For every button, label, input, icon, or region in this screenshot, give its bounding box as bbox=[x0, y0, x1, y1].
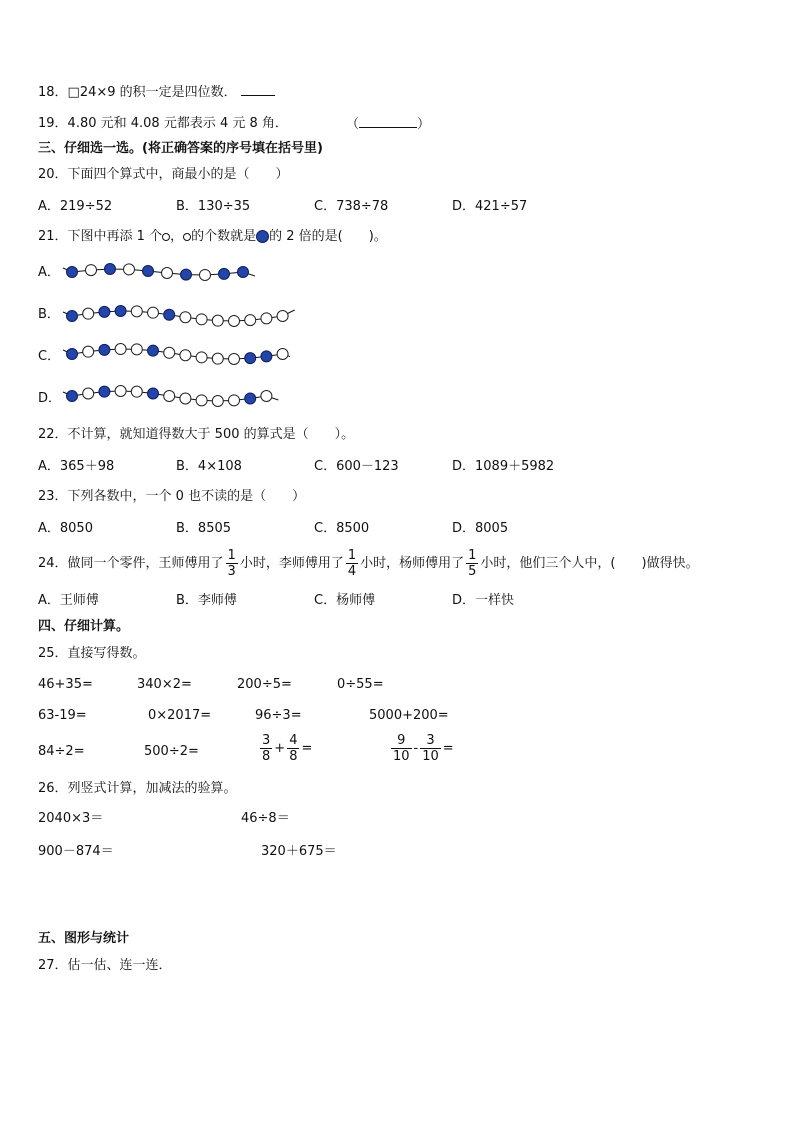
white-bead-icon bbox=[162, 233, 170, 241]
q21-text bbox=[38, 228, 387, 246]
white-bead bbox=[212, 353, 223, 364]
q25-frac-expr-a bbox=[258, 733, 312, 764]
q25-r3-c2: 500÷2= bbox=[144, 744, 199, 759]
q26-item-1: 2040×3＝ bbox=[38, 811, 104, 826]
q19 bbox=[38, 115, 288, 133]
white-bead bbox=[180, 312, 191, 323]
blue-bead bbox=[67, 391, 78, 402]
q25-r2-c3: 96÷3= bbox=[255, 708, 302, 723]
numerator: 1 bbox=[227, 548, 236, 563]
bead-string-a bbox=[60, 258, 260, 286]
white-bead bbox=[261, 313, 272, 324]
fraction bbox=[420, 733, 441, 764]
fraction-one-fourth bbox=[346, 548, 358, 579]
q24-text-c: 小时，杨师傅用了 bbox=[360, 556, 465, 571]
q19-text: 19．4.80 元和 4.08 元都表示 4 元 8 角． bbox=[38, 116, 288, 131]
denominator: 8 bbox=[289, 749, 298, 764]
white-bead bbox=[212, 315, 223, 326]
q24-text-b: 小时，李师傅用了 bbox=[239, 556, 344, 571]
q25-r1-c3: 200÷5= bbox=[237, 677, 292, 692]
fraction-one-third bbox=[226, 548, 238, 579]
q21-option-d[interactable]: D． bbox=[38, 391, 62, 406]
q21-option-c[interactable]: C． bbox=[38, 349, 61, 364]
bead-string-line bbox=[63, 310, 295, 321]
section4-title: 四、仔细计算。 bbox=[38, 619, 130, 634]
q25-frac-expr-b bbox=[389, 733, 454, 764]
q23-option-a[interactable]: A．8050 bbox=[38, 521, 93, 536]
q21-text-c: 的个数就是 bbox=[191, 229, 257, 244]
q20-option-d[interactable]: D．421÷57 bbox=[452, 199, 528, 214]
blue-bead bbox=[148, 345, 159, 356]
fraction bbox=[260, 733, 272, 764]
q24-text bbox=[38, 546, 699, 582]
white-bead bbox=[83, 388, 94, 399]
blue-bead bbox=[245, 353, 256, 364]
q24-option-a[interactable]: A．王师傅 bbox=[38, 593, 99, 608]
blue-bead bbox=[164, 309, 175, 320]
white-bead bbox=[164, 347, 175, 358]
q25-r1-c2: 340×2= bbox=[137, 677, 192, 692]
q21-option-a[interactable]: A． bbox=[38, 265, 60, 280]
q25-r1-c4: 0÷55= bbox=[337, 677, 384, 692]
blue-bead bbox=[105, 264, 116, 275]
q19-answer-blank[interactable] bbox=[359, 115, 417, 128]
q18 bbox=[38, 83, 275, 102]
q23-option-c[interactable]: C．8500 bbox=[314, 521, 370, 536]
fraction-one-fifth bbox=[466, 548, 478, 579]
q26-text: 26．列竖式计算，加减法的验算。 bbox=[38, 781, 237, 796]
white-bead bbox=[277, 349, 288, 360]
paren-open: （ bbox=[346, 117, 360, 132]
q26-item-4: 320＋675＝ bbox=[261, 844, 337, 859]
white-bead bbox=[229, 395, 240, 406]
q25-r2-c4: 5000+200= bbox=[369, 708, 449, 723]
operator: + bbox=[274, 741, 286, 756]
q22-text: 22．不计算，就知道得数大于 500 的算式是（ ）。 bbox=[38, 427, 355, 442]
numerator: 9 bbox=[391, 733, 412, 749]
white-bead bbox=[124, 264, 135, 275]
numerator: 1 bbox=[347, 548, 357, 563]
white-bead bbox=[277, 311, 288, 322]
section5-title: 五、图形与统计 bbox=[38, 931, 130, 946]
q22-option-b[interactable]: B．4×108 bbox=[176, 459, 242, 474]
q24-option-b[interactable]: B．李师傅 bbox=[176, 593, 237, 608]
q21-text-a: 21．下图中再添 1 个 bbox=[38, 229, 163, 244]
q25-r2-c1: 63-19= bbox=[38, 708, 87, 723]
white-bead bbox=[131, 344, 142, 355]
denominator: 10 bbox=[393, 749, 410, 764]
q20-option-a[interactable]: A．219÷52 bbox=[38, 199, 113, 214]
white-bead bbox=[245, 315, 256, 326]
blue-bead bbox=[67, 349, 78, 360]
blue-bead bbox=[181, 269, 192, 280]
q24-text-d: 小时，他们三个人中，( )做得快。 bbox=[480, 556, 699, 571]
denominator: 5 bbox=[468, 564, 477, 579]
q18-text: 18．□24×9 的积一定是四位数． bbox=[38, 85, 237, 100]
operator: - bbox=[413, 741, 419, 756]
denominator: 8 bbox=[262, 749, 271, 764]
q24-text-a: 24．做同一个零件，王师傅用了 bbox=[38, 556, 224, 571]
blue-bead bbox=[245, 393, 256, 404]
fraction bbox=[287, 733, 299, 764]
white-bead-icon bbox=[183, 233, 191, 241]
numerator: 4 bbox=[289, 733, 298, 748]
blue-bead bbox=[219, 268, 230, 279]
white-bead bbox=[162, 268, 173, 279]
white-bead bbox=[164, 391, 175, 402]
numerator: 1 bbox=[468, 548, 477, 563]
white-bead bbox=[83, 346, 94, 357]
blue-bead-icon bbox=[256, 230, 269, 243]
white-bead bbox=[86, 265, 97, 276]
q25-r2-c2: 0×2017= bbox=[148, 708, 212, 723]
numerator: 3 bbox=[262, 733, 271, 748]
white-bead bbox=[229, 353, 240, 364]
white-bead bbox=[83, 308, 94, 319]
q24-option-d[interactable]: D．一样快 bbox=[452, 593, 515, 608]
blue-bead bbox=[99, 306, 110, 317]
blue-bead bbox=[99, 344, 110, 355]
q19-answer bbox=[346, 115, 430, 134]
numerator: 3 bbox=[420, 733, 441, 749]
denominator: 4 bbox=[347, 564, 357, 579]
q24-option-c[interactable]: C．杨师傅 bbox=[314, 593, 376, 608]
q22-option-a[interactable]: A．365＋98 bbox=[38, 459, 115, 474]
q23-option-b[interactable]: B．8505 bbox=[176, 521, 232, 536]
q25-r1-c1: 46+35= bbox=[38, 677, 93, 692]
q22-option-c[interactable]: C．600－123 bbox=[314, 459, 399, 474]
q22-option-d[interactable]: D．1089＋5982 bbox=[452, 459, 555, 474]
white-bead bbox=[148, 307, 159, 318]
white-bead bbox=[229, 315, 240, 326]
q18-answer-blank[interactable] bbox=[241, 83, 275, 96]
q21-option-b[interactable]: B． bbox=[38, 307, 60, 322]
white-bead bbox=[196, 395, 207, 406]
white-bead bbox=[196, 352, 207, 363]
q26-item-2: 46÷8＝ bbox=[241, 811, 290, 826]
blue-bead bbox=[67, 311, 78, 322]
q20-text: 20．下面四个算式中，商最小的是（ ） bbox=[38, 167, 289, 182]
q25-r3-c1: 84÷2= bbox=[38, 744, 85, 759]
white-bead bbox=[115, 344, 126, 355]
blue-bead bbox=[99, 386, 110, 397]
white-bead bbox=[180, 350, 191, 361]
white-bead bbox=[212, 396, 223, 407]
bead-string-b bbox=[60, 300, 300, 332]
white-bead bbox=[200, 269, 211, 280]
fraction bbox=[391, 733, 412, 764]
white-bead bbox=[131, 306, 142, 317]
white-bead bbox=[180, 393, 191, 404]
white-bead bbox=[115, 386, 126, 397]
bead-string-d bbox=[60, 380, 280, 412]
equals: = bbox=[442, 741, 454, 756]
q23-text: 23．下列各数中，一个 0 也不读的是（ ） bbox=[38, 489, 306, 504]
denominator: 10 bbox=[422, 749, 439, 764]
white-bead bbox=[131, 386, 142, 397]
blue-bead bbox=[148, 388, 159, 399]
q23-option-d[interactable]: D．8005 bbox=[452, 521, 509, 536]
paren-close: ） bbox=[417, 117, 431, 132]
denominator: 3 bbox=[227, 564, 236, 579]
blue-bead bbox=[238, 267, 249, 278]
q20-option-b[interactable]: B．130÷35 bbox=[176, 199, 251, 214]
q25-text: 25．直接写得数。 bbox=[38, 646, 146, 661]
blue-bead bbox=[261, 351, 272, 362]
blue-bead bbox=[143, 265, 154, 276]
section3-title: 三、仔细选一选。(将正确答案的序号填在括号里) bbox=[38, 141, 323, 156]
q27-text: 27．估一估、连一连． bbox=[38, 958, 172, 973]
equals: = bbox=[301, 741, 313, 756]
q20-option-c[interactable]: C．738÷78 bbox=[314, 199, 389, 214]
q21-text-b: ， bbox=[170, 229, 184, 244]
white-bead bbox=[261, 391, 272, 402]
bead-string-c bbox=[60, 338, 290, 370]
q26-item-3: 900－874＝ bbox=[38, 844, 114, 859]
white-bead bbox=[196, 314, 207, 325]
blue-bead bbox=[67, 267, 78, 278]
blue-bead bbox=[115, 306, 126, 317]
q21-text-d: 的 2 倍的是( )。 bbox=[269, 229, 387, 244]
